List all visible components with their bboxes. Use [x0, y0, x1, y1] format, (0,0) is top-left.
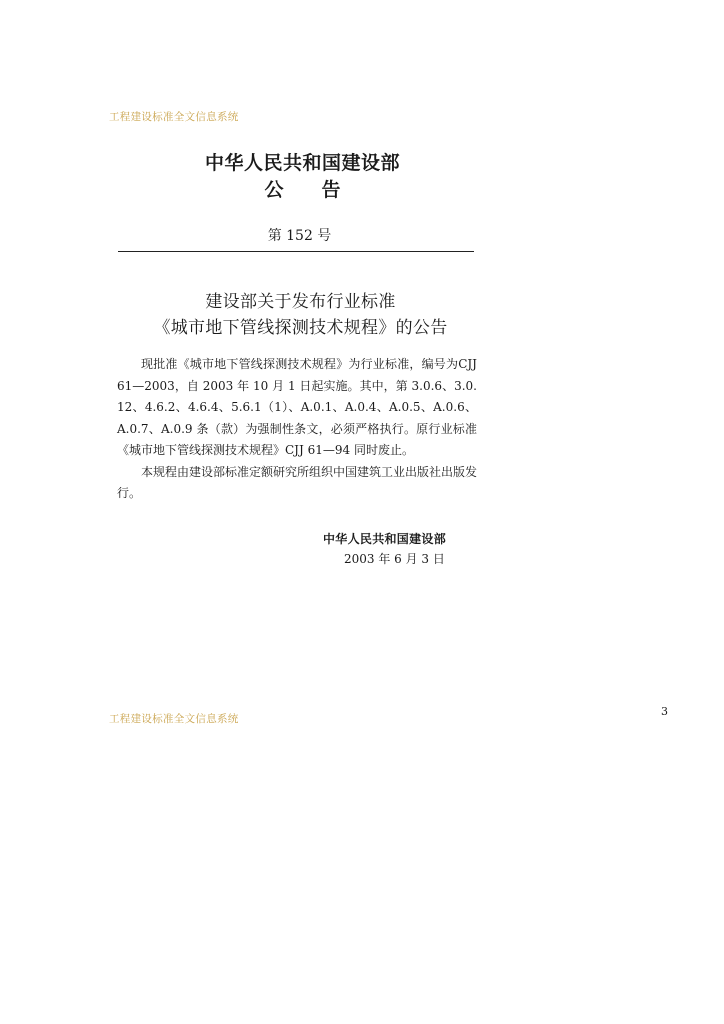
subject-line-2: 《城市地下管线探测技术规程》的公告	[153, 318, 448, 338]
page-number: 3	[661, 705, 668, 718]
notice-title: 公告	[264, 179, 379, 201]
body-paragraph-2: 本规程由建设部标准定额研究所组织中国建筑工业出版社出版发行。	[117, 464, 478, 500]
body-paragraph-1: 现批准《城市地下管线探测技术规程》为行业标准，编号为CJJ 61—2003，自 2003 年 10 月 1 日起实施。其中，第 3.0.6、3.0.12、4.6.2、4.6.4、5.6.1（1）、A.0.1、A.0.4、A.0.5、A.0.6、A.0.7、A.0.9 条（款）为强制性条文，必须严格执行。原行业标准《城市地下管线探测技术规程》CJJ 61—94 同时废止。	[117, 357, 477, 457]
watermark-top: 工程建设标准全文信息系统	[109, 111, 239, 123]
notice-number: 第 152 号	[267, 228, 332, 244]
subject-line-1: 建设部关于发布行业标准	[205, 292, 396, 312]
notice-body	[117, 354, 477, 505]
signature-organization: 中华人民共和国建设部	[323, 532, 447, 546]
issuing-organization-title: 中华人民共和国建设部	[204, 152, 400, 174]
watermark-bottom: 工程建设标准全文信息系统	[109, 713, 239, 725]
header-divider	[118, 251, 474, 252]
signature-date: 2003 年 6 月 3 日	[344, 552, 445, 566]
